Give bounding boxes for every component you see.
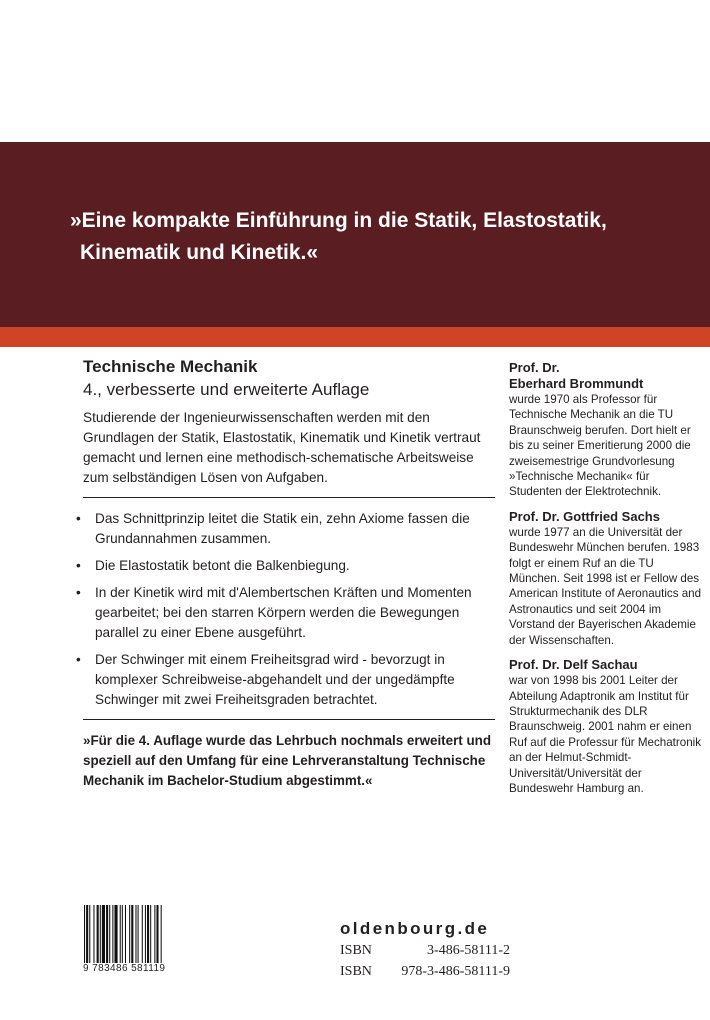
feature-item: • Der Schwinger mit einem Freiheitsgrad wird - bevorzugt in komplexer Schreibweise-abgehandelt und der ungedämpfte Schwinger mit zwei Freiheitsgraden betrachtet.	[83, 650, 498, 710]
isbn10-row	[340, 940, 510, 961]
intro-paragraph: Studierende der Ingenieurwissenschaften werden mit den Grundlagen der Statik, Elastostatik, Kinematik und Kinetik vertraut gemacht und lernen eine methodisch-schematische Arbeitsweise zum selbständigen Lösen von Aufgaben.	[83, 410, 481, 485]
isbn10-value: 3-486-58111-2	[427, 943, 510, 958]
main-column	[83, 356, 498, 791]
author-sachs	[509, 509, 705, 648]
publisher-website: oldenbourg.de	[340, 919, 490, 938]
author-sachau	[509, 657, 705, 796]
edition-note: »Für die 4. Auflage wurde das Lehrbuch nochmals erweitert und speziell auf den Umfang für eine Lehrveranstaltung Technische Mechanik im Bachelor-Studium abgestimmt.«	[83, 733, 491, 788]
barcode-icon	[83, 905, 198, 965]
feature-item: • In der Kinetik wird mit d'Alembertschen Kräften und Momenten gearbeitet; bei den starren Körpern werden die Bewegungen parallel zu einer Ebene ausgeführt.	[83, 583, 498, 643]
isbn-label: ISBN	[340, 943, 372, 958]
author-name: Prof. Dr. Delf Sachau	[509, 657, 638, 673]
feature-item: • Das Schnittprinzip leitet die Statik ein, zehn Axiome fassen die Grundannahmen zusammen.	[83, 509, 498, 549]
isbn13-row	[340, 961, 510, 982]
barcode-digits: 9 783486 581119	[83, 963, 166, 974]
banner-quote-line-1: »Eine kompakte Einführung in die Statik, Elastostatik,	[70, 209, 607, 232]
feature-list	[83, 509, 498, 710]
book-title: Technische Mechanik	[83, 357, 258, 376]
author-column	[509, 360, 705, 805]
feature-item: • Die Elastostatik betont die Balkenbiegung.	[83, 556, 498, 576]
banner-quote-line-2: Kinematik und Kinetik.«	[80, 241, 319, 264]
divider-top	[83, 497, 495, 498]
author-name: Prof. Dr.	[509, 360, 560, 375]
author-bio: wurde 1970 als Professor für Technische Mechanik an die TU Braunschweig berufen. Dort hielt er bis zu seiner Emeritierung 2000 die zweisemestrige Grundvorlesung »Technische Mechanik« für Studenten der Elektrotechnik.	[509, 393, 691, 499]
author-name: Prof. Dr. Gottfried Sachs	[509, 508, 660, 524]
publisher-block	[340, 918, 510, 982]
isbn13-value: 978-3-486-58111-9	[401, 964, 510, 979]
isbn-label: ISBN	[340, 964, 372, 979]
accent-stripe	[0, 327, 710, 347]
author-bio: wurde 1977 an die Universität der Bundeswehr München berufen. 1983 folgt er einem Ruf an die TU München. Seit 1998 ist er Fellow des American Institute of Aeronautics and Astronautics und seit 2004 im Vorstand der Bayerischen Akademie der Wissenschaften.	[509, 525, 702, 647]
author-bio: war von 1998 bis 2001 Leiter der Abteilung Adaptronik am Institut für Strukturmechanik des DLR Braunschweig. 2001 nahm er einen Ruf auf die Professur für Mechatronik an der Helmut-Schmidt-Universität/Universität der Bundeswehr Hamburg an.	[509, 674, 702, 795]
edition-subtitle: 4., verbesserte und erweiterte Auflage	[83, 380, 370, 399]
divider-bottom	[83, 719, 495, 720]
author-name: Eberhard Brommundt	[509, 376, 644, 391]
author-brommundt	[509, 360, 705, 500]
banner-quote	[70, 205, 630, 269]
